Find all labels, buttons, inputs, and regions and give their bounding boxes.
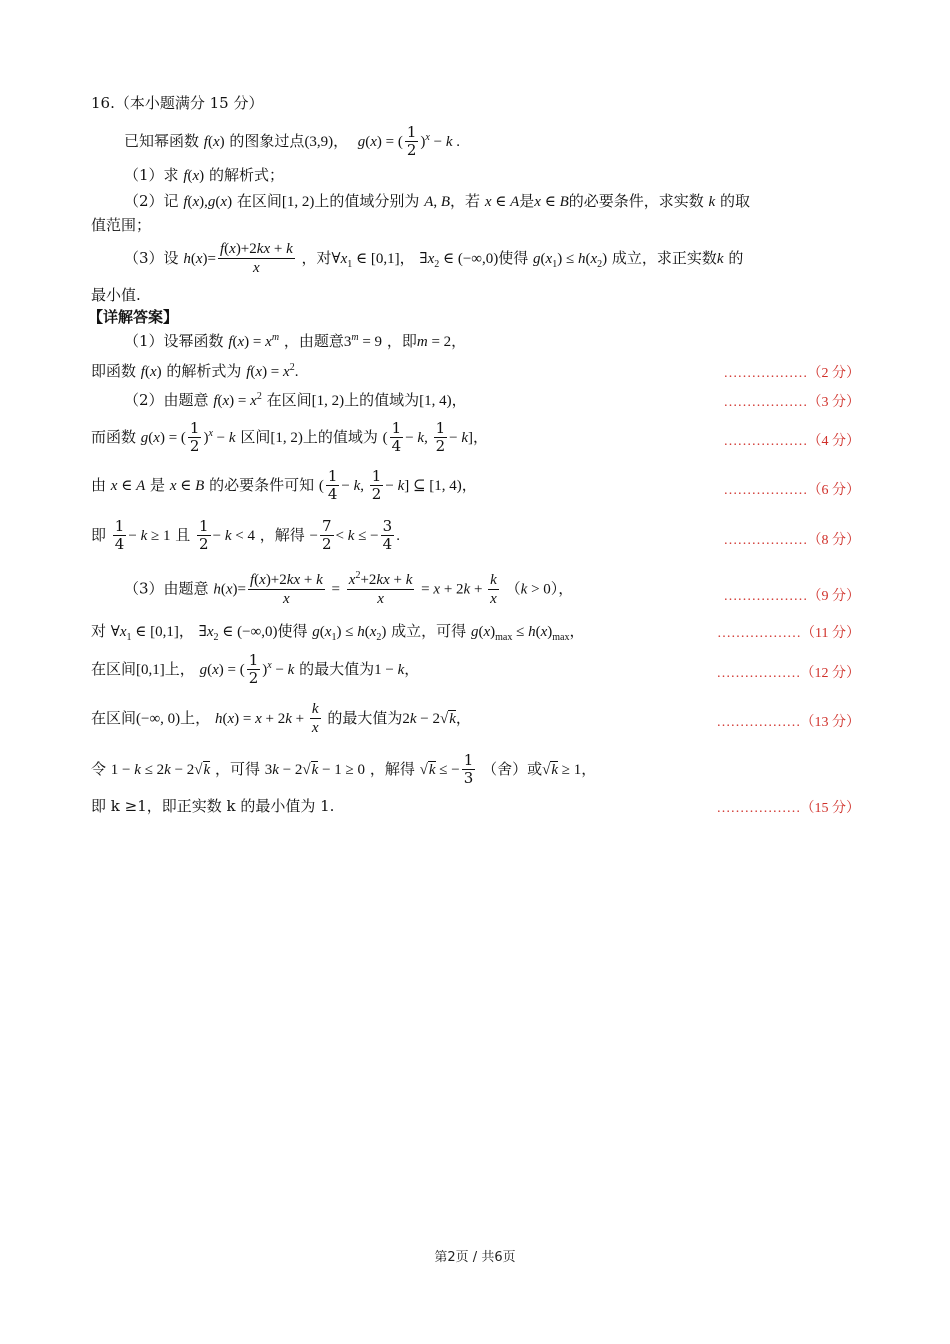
solution-step-9: 在区间[0,1]上， g(x) = ( $\frac{1}{2}$ )$^x$ − k 的最大值为1 − k，	[91, 651, 420, 688]
score-15: ………………（15 分）	[716, 801, 860, 816]
solution-step-10: 在区间(−∞, 0)上， h(x) = x + 2k + $\frac{k}{x}$ 的最大值为2k − 2√k，	[91, 701, 471, 737]
score-4: ………………（4 分）	[723, 434, 860, 449]
question-3-cont: 最小值.	[91, 286, 141, 304]
score-3: ………………（3 分）	[723, 395, 860, 410]
solution-step-7: （3）由题意 h(x)= $\frac{f(x)+2kx + k}{x}$ = $\frac{x^2+2kx + k}{x}$ = x + 2k + $\frac{k}{x}$ （k > 0），	[124, 570, 574, 608]
solution-step-8: 对 $\forall x_1$ ∈ [0,1]， $\exists x_2$ ∈ (−∞,0)使得 $g(x_1) \le h(x_2)$ 成立，可得 $g(x)_{max} \le h(x)_{max}$，	[91, 622, 585, 643]
solution-header: 【详解答案】	[88, 308, 179, 326]
question-3: （3）设 h(x)= $\frac{f(x)+2kx + k}{x}$ ，对$\forall x_1$ ∈ [0,1]， $\exists x_2$ ∈ (−∞,0)使得 $g(x_1) \le h(x_2)$ 成立，求正实数k 的	[124, 241, 744, 277]
solution-step-1: （1）设幂函数 $f(x) = x^m$ ，由题意$3^m = 9$ ，即m = 2，	[124, 332, 467, 350]
question-1: （1）求 f(x) 的解析式；	[124, 166, 284, 184]
solution-step-4: 而函数 g(x) = ( $\frac{1}{2}$ )$^x$ − k 区间[1, 2)上的值域为 ( $\frac{1}{4}$ − k, $\frac{1}{2}$ − k]，	[91, 419, 489, 456]
solution-step-6: 即 $\frac{1}{4}$ − k ≥ 1 且 $\frac{1}{2}$ − k < 4 ，解得 − $\frac{7}{2}$ < k ≤ − $\frac{3}{4}$ .	[91, 517, 400, 554]
problem-number: 16.（本小题满分 15 分）	[91, 94, 264, 112]
score-11: ………………（11 分）	[717, 626, 860, 641]
solution-step-3: （2）由题意 $f(x) = x^2$ 在区间[1, 2)上的值域为[1, 4)，	[124, 391, 467, 409]
score-12: ………………（12 分）	[716, 666, 860, 681]
question-2: （2）记 f(x),g(x) 在区间[1, 2)上的值域分别为 A, B，若 x ∈ A是x ∈ B的必要条件，求实数 k 的取	[124, 192, 751, 210]
score-8: ………………（8 分）	[723, 533, 860, 548]
score-9: ………………（9 分）	[723, 589, 860, 604]
score-2: ………………（2 分）	[723, 366, 860, 381]
score-13: ………………（13 分）	[716, 715, 860, 730]
solution-step-11: 令 1 − k ≤ 2k − 2√k ，可得 3k − 2√k − 1 ≥ 0 ，解得 √k ≤ − $\frac{1}{3}$ （舍）或√k ≥ 1，	[91, 751, 597, 788]
problem-intro: 已知幂函数 f(x) 的图象过点(3,9)， g(x) = ( $\frac{1}{2}$ )$^x$ − k .	[124, 123, 460, 160]
page-footer: 第2页 / 共6页	[434, 1250, 516, 1265]
score-6: ………………（6 分）	[723, 483, 860, 498]
solution-step-12: 即 k ≥1，即正实数 k 的最小值为 1.	[91, 797, 335, 815]
question-2-cont: 值范围；	[91, 216, 152, 234]
solution-step-5: 由 x ∈ A 是 x ∈ B 的必要条件可知 ( $\frac{1}{4}$ − k, $\frac{1}{2}$ − k] ⊆ [1, 4)，	[91, 467, 477, 504]
solution-step-2: 即函数 f(x) 的解析式为 $f(x) = x^2$.	[91, 362, 299, 380]
